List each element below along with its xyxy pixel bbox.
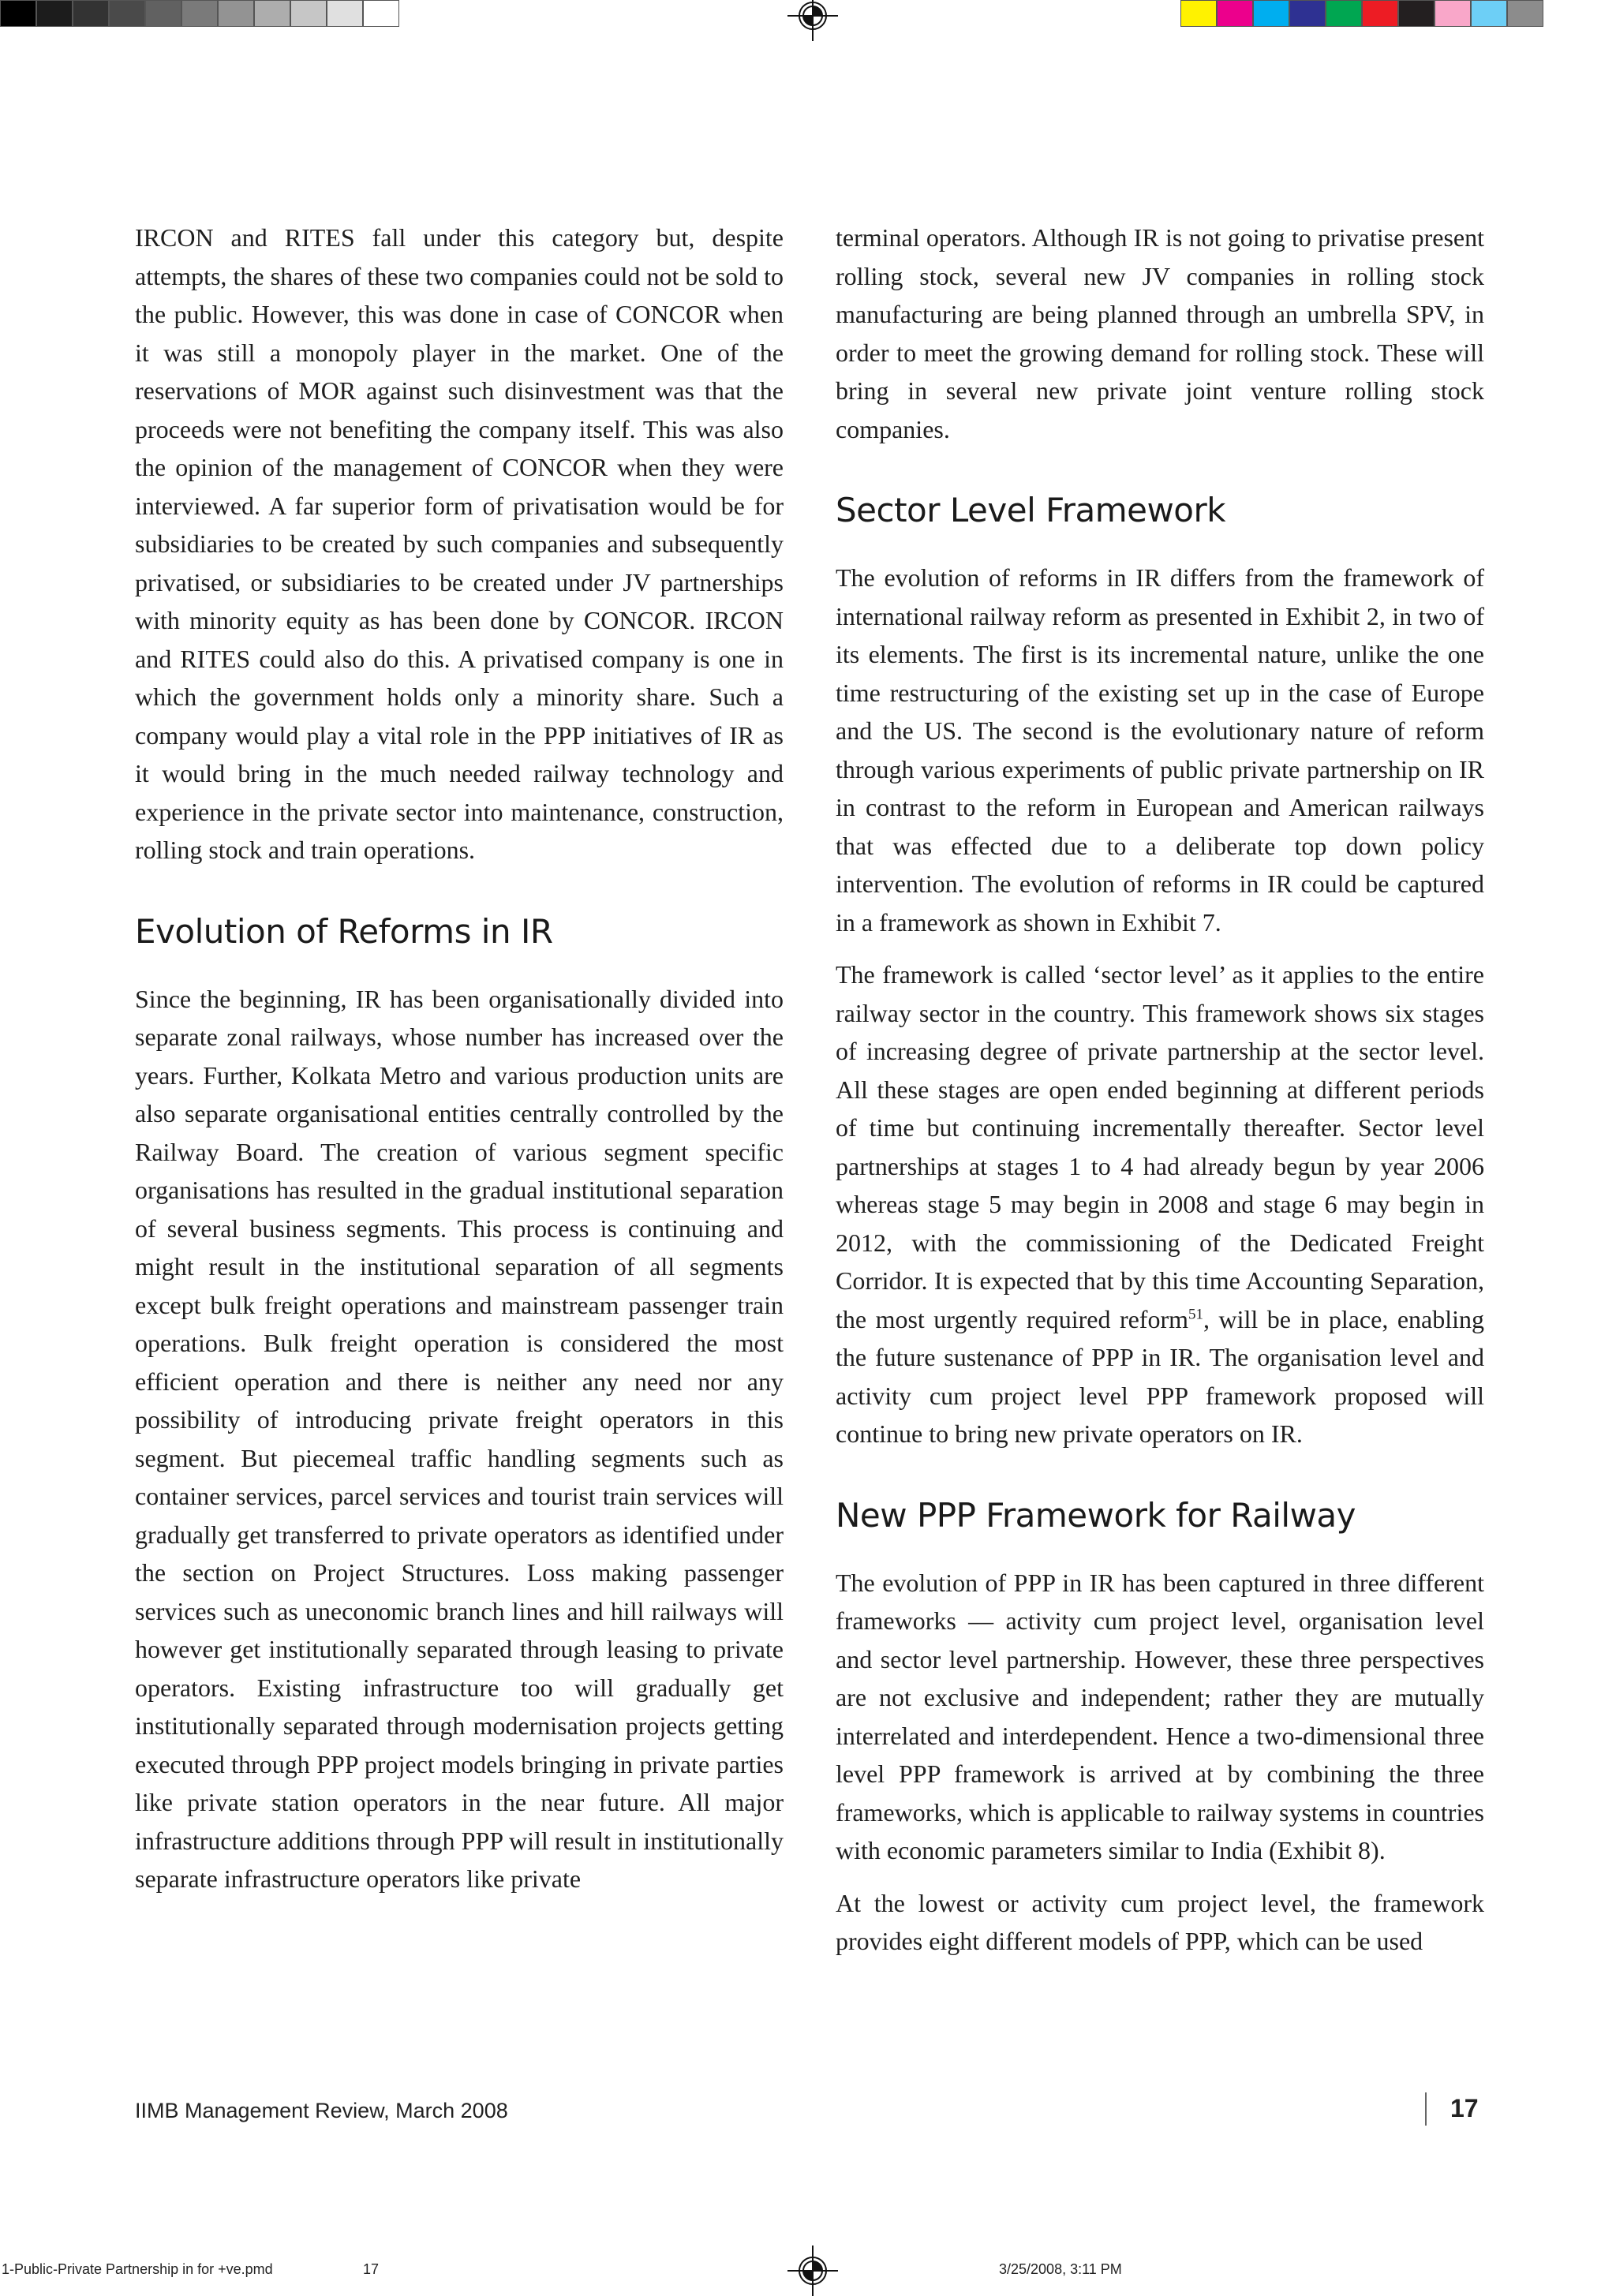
heading-sector-level-framework: Sector Level Framework <box>836 491 1226 529</box>
right-paragraph-2: The evolution of reforms in IR differs from the framework of international railway reform as presented in Exhibit 2, in two of its elements. The first is its incremental nature, unlike the one time restructuring of the existing set up in the case of Europe and the US. The second is the evolutionary nature of reform through various experiments of public private partnership on IR in contrast to the reform in European and American railways that was effected due to a deliberate top down policy intervention. The evolution of reforms in IR could be captured in a framework as shown in Exhibit 7. <box>836 563 1484 937</box>
color-swatch <box>1253 0 1289 27</box>
color-swatch <box>1217 0 1253 27</box>
slug-datetime: 3/25/2008, 3:11 PM <box>999 2261 1122 2277</box>
color-swatch <box>1289 0 1326 27</box>
color-swatch <box>1326 0 1362 27</box>
registration-mark-top-icon <box>787 0 838 41</box>
color-swatch <box>1507 0 1543 27</box>
gray-swatch <box>327 0 363 27</box>
right-column <box>836 219 1484 1961</box>
gray-swatch <box>181 0 218 27</box>
paragraph-3-text-a: The framework is called ‘sector level’ as it applies to the entire railway sector in the country. This framework shows six stages of increasing degree of private partnership at the sector level. All these stages are open ended beginning at different periods of time but continuing incrementally thereafter. Sector level partnerships at stages 1 to 4 had already begun by year 2006 whereas stage 5 may begin in 2008 and stage 6 may begin in 2012, with the commissioning of the Dedicated Freight Corridor. It is expected that by this time Accounting Separation, the most urgently required reform <box>836 960 1484 1333</box>
gray-swatch <box>290 0 327 27</box>
right-paragraph-3 <box>836 955 1484 1453</box>
gray-swatch <box>145 0 181 27</box>
color-swatch <box>1180 0 1217 27</box>
gray-swatch <box>0 0 36 27</box>
paragraph-3-text-b: , will be in place, enabling the future sustenance of PPP in IR. The organisation level and activity cum project level PPP framework proposed will continue to bring new private operators on IR. <box>836 1304 1485 1448</box>
color-swatch <box>1471 0 1507 27</box>
gray-swatch <box>218 0 254 27</box>
color-swatch <box>1362 0 1398 27</box>
slug-filename: 1-Public-Private Partnership in for +ve.pmd <box>2 2261 273 2277</box>
left-paragraph-1: IRCON and RITES fall under this category but, despite attempts, the shares of these two companies could not be sold to the public. However, this was done in case of CONCOR when it was still a monopoly player in the market. One of the reservations of MOR against such disinvestment was that the proceeds were not benefiting the company itself. This was also the opinion of the management of CONCOR when they were interviewed. A far superior form of privatisation would be for subsidiaries to be created by such companies and subsequently privatised, or subsidiaries to be created under JV partnerships with minority equity as has been done by CONCOR. IRCON and RITES could also do this. A privatised company is one in which the government holds only a minority share. Such a company would play a vital role in the PPP initiatives of IR as it would bring in the much needed railway technology and experience in the private sector into maintenance, construction, rolling stock and train operations. <box>135 223 784 864</box>
right-paragraph-1: terminal operators. Although IR is not going to privatise present rolling stock, several new JV companies in rolling stock manufacturing are being planned through an umbrella SPV, in order to meet the growing demand for rolling stock. These will bring in several new private joint venture rolling stock companies. <box>836 223 1484 443</box>
slug-page: 17 <box>363 2261 380 2277</box>
gray-swatch <box>73 0 109 27</box>
gray-swatch <box>109 0 145 27</box>
color-swatch <box>1398 0 1435 27</box>
footer-journal-title: IIMB Management Review, March 2008 <box>135 2099 508 2122</box>
footnote-ref-51[interactable]: 51 <box>1188 1305 1204 1322</box>
color-calibration-bar <box>1180 0 1543 28</box>
gray-swatch <box>36 0 73 27</box>
registration-mark-bottom-icon <box>787 2246 838 2296</box>
color-swatch <box>1435 0 1471 27</box>
right-paragraph-5: At the lowest or activity cum project level, the framework provides eight different models of PPP, which can be used <box>836 1888 1484 1955</box>
gray-swatch <box>363 0 399 27</box>
grayscale-calibration-bar <box>0 0 399 28</box>
gray-swatch <box>254 0 290 27</box>
page-number: 17 <box>1450 2094 1479 2122</box>
heading-evolution-of-reforms: Evolution of Reforms in IR <box>135 911 553 951</box>
left-paragraph-2: Since the beginning, IR has been organisationally divided into separate zonal railways, whose number has increased over the years. Further, Kolkata Metro and various production units are also separate organisational entities centrally controlled by the Railway Board. The creation of various segment specific organisations has resulted in the gradual institutional separation of several business segments. This process is continuing and might result in the institutional separation of all segments except bulk freight operations and mainstream passenger train operations. Bulk freight operation is considered the most efficient operation and there is neither any need nor any possibility of introducing private freight operators in this segment. But piecemeal traffic handling segments such as container services, parcel services and tourist train services will gradually get transferred to private operators as identified under the section on Project Structures. Loss making passenger services such as uneconomic branch lines and hill railways will however get institutionally separated through leasing to private operators. Existing infrastructure too will gradually get institutionally separated through modernisation projects getting executed through PPP project models bringing in private parties like private station operators in the near future. All major infrastructure additions through PPP will result in institutionally separate infrastructure operators like private <box>135 984 784 1893</box>
left-column <box>135 219 784 1898</box>
footer-divider <box>1425 2092 1427 2126</box>
heading-new-ppp-framework: New PPP Framework for Railway <box>836 1495 1356 1535</box>
right-paragraph-4: The evolution of PPP in IR has been captured in three different frameworks — activity cum project level, organisation level and sector level partnership. However, these three perspectives are not exclusive and independent; rather they are mutually interrelated and interdependent. Hence a two-dimensional three level PPP framework is arrived at by combining the three frameworks, which is applicable to railway systems in countries with economic parameters similar to India (Exhibit 8). <box>836 1568 1484 1864</box>
